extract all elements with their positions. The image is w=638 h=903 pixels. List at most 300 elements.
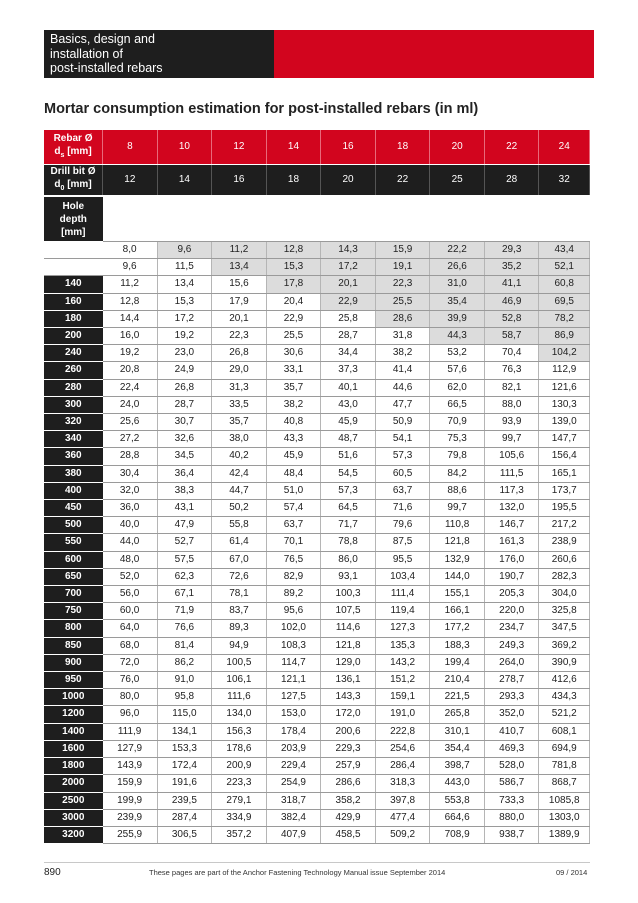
- mortar-volume-cell: 868,7: [539, 775, 590, 792]
- mortar-volume-cell: 89,3: [212, 620, 267, 637]
- table-row: [44, 603, 590, 620]
- mortar-volume-cell: 95,6: [266, 603, 321, 620]
- hole-depth-cell: 400: [44, 482, 103, 499]
- table-row: [44, 654, 590, 671]
- mortar-volume-cell: 111,4: [375, 586, 430, 603]
- mortar-volume-cell: 47,7: [375, 396, 430, 413]
- mortar-volume-cell: 71,7: [321, 517, 376, 534]
- hole-depth-cell: 1800: [44, 758, 103, 775]
- mortar-volume-cell: 69,5: [539, 293, 590, 310]
- mortar-volume-cell: 34,4: [321, 345, 376, 362]
- mortar-volume-cell: 127,3: [375, 620, 430, 637]
- rebar-diameter-row: [44, 130, 590, 165]
- mortar-volume-cell: 369,2: [539, 637, 590, 654]
- mortar-volume-cell: 1389,9: [539, 826, 590, 843]
- mortar-volume-cell: 469,3: [484, 740, 539, 757]
- table-row: [44, 242, 590, 259]
- mortar-volume-cell: 357,2: [212, 826, 267, 843]
- mortar-volume-cell: 38,2: [266, 396, 321, 413]
- mortar-volume-cell: 156,4: [539, 448, 590, 465]
- mortar-volume-cell: 11,2: [103, 276, 158, 293]
- mortar-volume-cell: 88,6: [430, 482, 485, 499]
- mortar-volume-cell: 293,3: [484, 689, 539, 706]
- mortar-volume-cell: 108,3: [266, 637, 321, 654]
- mortar-volume-cell: 41,4: [375, 362, 430, 379]
- header-title-line: installation of: [50, 46, 123, 61]
- mortar-volume-cell: 173,7: [539, 482, 590, 499]
- mortar-volume-cell: 29,3: [484, 242, 539, 259]
- hole-depth-cell: 700: [44, 586, 103, 603]
- table-row: [44, 448, 590, 465]
- mortar-volume-cell: 112,9: [539, 362, 590, 379]
- mortar-volume-cell: 9,6: [103, 259, 158, 276]
- mortar-volume-cell: 44,6: [375, 379, 430, 396]
- mortar-volume-cell: 398,7: [430, 758, 485, 775]
- mortar-volume-cell: 114,6: [321, 620, 376, 637]
- mortar-volume-cell: 25,5: [266, 328, 321, 345]
- drill-label-line: $d_0$ [mm]: [54, 179, 92, 192]
- mortar-volume-cell: 199,4: [430, 654, 485, 671]
- mortar-volume-cell: 34,5: [157, 448, 212, 465]
- mortar-volume-cell: 52,1: [539, 259, 590, 276]
- mortar-volume-cell: 56,0: [103, 586, 158, 603]
- drill-label: [44, 165, 103, 197]
- mortar-volume-cell: 66,5: [430, 396, 485, 413]
- mortar-volume-cell: 35,7: [212, 414, 267, 431]
- mortar-volume-cell: 31,8: [375, 328, 430, 345]
- mortar-volume-cell: 110,8: [430, 517, 485, 534]
- mortar-volume-cell: 86,0: [321, 551, 376, 568]
- mortar-volume-cell: 178,6: [212, 740, 267, 757]
- mortar-volume-cell: 114,7: [266, 654, 321, 671]
- mortar-volume-cell: 23,0: [157, 345, 212, 362]
- mortar-volume-cell: 153,3: [157, 740, 212, 757]
- mortar-volume-cell: 93,9: [484, 414, 539, 431]
- mortar-volume-cell: 172,4: [157, 758, 212, 775]
- mortar-volume-cell: 429,9: [321, 809, 376, 826]
- hole-depth-label-line: Hole: [62, 200, 85, 212]
- mortar-volume-cell: 15,9: [375, 242, 430, 259]
- mortar-volume-cell: 25,6: [103, 414, 158, 431]
- mortar-volume-cell: 318,3: [375, 775, 430, 792]
- mortar-volume-cell: 143,2: [375, 654, 430, 671]
- mortar-volume-cell: 115,0: [157, 706, 212, 723]
- table-row: [44, 775, 590, 792]
- mortar-volume-cell: 76,0: [103, 672, 158, 689]
- mortar-volume-cell: 134,1: [157, 723, 212, 740]
- mortar-volume-cell: 40,8: [266, 414, 321, 431]
- mortar-volume-cell: 117,3: [484, 482, 539, 499]
- mortar-volume-cell: 40,1: [321, 379, 376, 396]
- page-number: 890: [44, 867, 61, 878]
- table-row: [44, 706, 590, 723]
- mortar-volume-cell: 38,3: [157, 482, 212, 499]
- mortar-volume-cell: 99,7: [430, 500, 485, 517]
- drill-size: 32: [539, 165, 590, 197]
- hole-depth-label-line: [mm]: [61, 226, 86, 238]
- mortar-volume-cell: 509,2: [375, 826, 430, 843]
- header-dark-band: [228, 30, 274, 78]
- mortar-volume-cell: 78,2: [539, 310, 590, 327]
- mortar-volume-cell: 132,9: [430, 551, 485, 568]
- table-row: [44, 293, 590, 310]
- hole-depth-cell: 2000: [44, 775, 103, 792]
- mortar-volume-cell: 127,9: [103, 740, 158, 757]
- mortar-volume-cell: 249,3: [484, 637, 539, 654]
- mortar-volume-cell: 22,2: [430, 242, 485, 259]
- table-row: [44, 431, 590, 448]
- mortar-volume-cell: 95,5: [375, 551, 430, 568]
- mortar-volume-cell: 16,0: [103, 328, 158, 345]
- table-row: [44, 740, 590, 757]
- mortar-volume-cell: 35,7: [266, 379, 321, 396]
- drill-size: 16: [212, 165, 267, 197]
- mortar-volume-cell: 177,2: [430, 620, 485, 637]
- mortar-volume-cell: 13,4: [212, 259, 267, 276]
- mortar-volume-cell: 17,2: [157, 310, 212, 327]
- mortar-volume-cell: 78,8: [321, 534, 376, 551]
- mortar-volume-cell: 43,4: [539, 242, 590, 259]
- rebar-size: 22: [484, 130, 539, 165]
- mortar-volume-cell: 19,2: [103, 345, 158, 362]
- table-row: [44, 689, 590, 706]
- table-row: [44, 482, 590, 499]
- mortar-volume-cell: 358,2: [321, 792, 376, 809]
- mortar-volume-cell: 57,4: [266, 500, 321, 517]
- mortar-volume-cell: 79,6: [375, 517, 430, 534]
- table-row: [44, 328, 590, 345]
- table-row: [44, 586, 590, 603]
- mortar-volume-cell: 52,0: [103, 568, 158, 585]
- mortar-volume-cell: 57,5: [157, 551, 212, 568]
- mortar-volume-cell: 412,6: [539, 672, 590, 689]
- hole-depth-cell: 1600: [44, 740, 103, 757]
- mortar-volume-cell: 265,8: [430, 706, 485, 723]
- mortar-volume-cell: 20,1: [321, 276, 376, 293]
- mortar-volume-cell: 62,3: [157, 568, 212, 585]
- table-row: [44, 362, 590, 379]
- hole-depth-cell: [44, 242, 103, 259]
- mortar-volume-cell: 83,7: [212, 603, 267, 620]
- mortar-volume-cell: 70,4: [484, 345, 539, 362]
- mortar-volume-cell: 304,0: [539, 586, 590, 603]
- table-row: [44, 310, 590, 327]
- mortar-volume-cell: 13,4: [157, 276, 212, 293]
- mortar-volume-cell: 52,8: [484, 310, 539, 327]
- mortar-volume-cell: 41,1: [484, 276, 539, 293]
- mortar-volume-cell: 22,3: [375, 276, 430, 293]
- mortar-volume-cell: 19,1: [375, 259, 430, 276]
- mortar-volume-cell: 239,9: [103, 809, 158, 826]
- mortar-volume-cell: 318,7: [266, 792, 321, 809]
- mortar-volume-cell: 51,6: [321, 448, 376, 465]
- mortar-volume-cell: 111,6: [212, 689, 267, 706]
- hole-depth-cell: 180: [44, 310, 103, 327]
- table-row: [44, 758, 590, 775]
- mortar-volume-cell: 44,7: [212, 482, 267, 499]
- hole-depth-cell: 300: [44, 396, 103, 413]
- mortar-volume-cell: 95,8: [157, 689, 212, 706]
- mortar-volume-cell: 26,6: [430, 259, 485, 276]
- mortar-volume-cell: 210,4: [430, 672, 485, 689]
- mortar-volume-cell: 52,7: [157, 534, 212, 551]
- mortar-volume-cell: 190,7: [484, 568, 539, 585]
- hole-depth-cell: 380: [44, 465, 103, 482]
- mortar-volume-cell: 91,0: [157, 672, 212, 689]
- mortar-volume-cell: 22,9: [266, 310, 321, 327]
- hole-depth-cell: 1400: [44, 723, 103, 740]
- hole-depth-cell: 280: [44, 379, 103, 396]
- hole-depth-cell: 650: [44, 568, 103, 585]
- mortar-volume-cell: 664,6: [430, 809, 485, 826]
- table-row: [44, 620, 590, 637]
- mortar-volume-cell: 44,0: [103, 534, 158, 551]
- footer-divider: [44, 862, 590, 863]
- mortar-volume-cell: 257,9: [321, 758, 376, 775]
- mortar-volume-cell: 72,0: [103, 654, 158, 671]
- mortar-volume-cell: 282,3: [539, 568, 590, 585]
- mortar-volume-cell: 217,2: [539, 517, 590, 534]
- mortar-volume-cell: 1085,8: [539, 792, 590, 809]
- hole-depth-header-row: [44, 196, 590, 242]
- mortar-volume-cell: 45,9: [266, 448, 321, 465]
- hole-depth-cell: 850: [44, 637, 103, 654]
- mortar-volume-cell: 100,3: [321, 586, 376, 603]
- mortar-volume-cell: 60,8: [539, 276, 590, 293]
- table-row: [44, 414, 590, 431]
- mortar-volume-cell: 880,0: [484, 809, 539, 826]
- mortar-volume-cell: 200,9: [212, 758, 267, 775]
- mortar-volume-cell: 130,3: [539, 396, 590, 413]
- mortar-volume-cell: 64,5: [321, 500, 376, 517]
- hole-depth-cell: 360: [44, 448, 103, 465]
- mortar-volume-cell: 63,7: [266, 517, 321, 534]
- mortar-volume-cell: 708,9: [430, 826, 485, 843]
- mortar-volume-cell: 22,9: [321, 293, 376, 310]
- mortar-volume-cell: 38,0: [212, 431, 267, 448]
- mortar-volume-cell: 938,7: [484, 826, 539, 843]
- rebar-label-line: $d_s$ [mm]: [54, 146, 92, 159]
- mortar-volume-cell: 203,9: [266, 740, 321, 757]
- mortar-volume-cell: 48,7: [321, 431, 376, 448]
- drill-size: 20: [321, 165, 376, 197]
- table-row: [44, 276, 590, 293]
- table-row: [44, 379, 590, 396]
- table-row: [44, 723, 590, 740]
- table-row: [44, 826, 590, 843]
- rebar-size: 24: [539, 130, 590, 165]
- hole-depth-cell: 3200: [44, 826, 103, 843]
- mortar-volume-cell: 781,8: [539, 758, 590, 775]
- rebar-label-line: Rebar Ø: [53, 133, 93, 144]
- mortar-volume-cell: 191,0: [375, 706, 430, 723]
- mortar-volume-cell: 325,8: [539, 603, 590, 620]
- mortar-volume-cell: 28,7: [157, 396, 212, 413]
- table-row: [44, 517, 590, 534]
- mortar-volume-cell: 205,3: [484, 586, 539, 603]
- mortar-volume-cell: 36,0: [103, 500, 158, 517]
- mortar-volume-cell: 234,7: [484, 620, 539, 637]
- mortar-volume-cell: 733,3: [484, 792, 539, 809]
- page-title: Mortar consumption estimation for post-installed rebars (in ml): [44, 101, 479, 117]
- mortar-volume-cell: 76,5: [266, 551, 321, 568]
- mortar-volume-cell: 12,8: [103, 293, 158, 310]
- mortar-volume-cell: 58,7: [484, 328, 539, 345]
- mortar-volume-cell: 20,4: [266, 293, 321, 310]
- mortar-volume-cell: 287,4: [157, 809, 212, 826]
- mortar-volume-cell: 9,6: [157, 242, 212, 259]
- mortar-volume-cell: 43,3: [266, 431, 321, 448]
- mortar-volume-cell: 22,3: [212, 328, 267, 345]
- mortar-volume-cell: 67,1: [157, 586, 212, 603]
- mortar-volume-cell: 64,0: [103, 620, 158, 637]
- table-row: [44, 465, 590, 482]
- mortar-volume-cell: 286,4: [375, 758, 430, 775]
- table-row: [44, 672, 590, 689]
- table-row: [44, 396, 590, 413]
- mortar-volume-cell: 14,4: [103, 310, 158, 327]
- mortar-volume-cell: 306,5: [157, 826, 212, 843]
- rebar-size: 10: [157, 130, 212, 165]
- mortar-volume-cell: 279,1: [212, 792, 267, 809]
- mortar-volume-cell: 51,0: [266, 482, 321, 499]
- mortar-volume-cell: 43,0: [321, 396, 376, 413]
- mortar-volume-cell: 31,0: [430, 276, 485, 293]
- page-header: [44, 30, 594, 78]
- table-row: [44, 534, 590, 551]
- mortar-volume-cell: 254,9: [266, 775, 321, 792]
- mortar-volume-cell: 102,0: [266, 620, 321, 637]
- mortar-volume-cell: 24,9: [157, 362, 212, 379]
- mortar-volume-cell: 81,4: [157, 637, 212, 654]
- drill-size: 28: [484, 165, 539, 197]
- mortar-volume-cell: 310,1: [430, 723, 485, 740]
- mortar-volume-cell: 121,8: [430, 534, 485, 551]
- mortar-volume-cell: 68,0: [103, 637, 158, 654]
- mortar-volume-cell: 28,7: [321, 328, 376, 345]
- mortar-volume-cell: 89,2: [266, 586, 321, 603]
- mortar-volume-cell: 28,8: [103, 448, 158, 465]
- hole-depth-cell: 950: [44, 672, 103, 689]
- mortar-volume-cell: 199,9: [103, 792, 158, 809]
- mortar-volume-cell: 286,6: [321, 775, 376, 792]
- mortar-volume-cell: 60,5: [375, 465, 430, 482]
- mortar-volume-cell: 39,9: [430, 310, 485, 327]
- rebar-label: [44, 130, 103, 165]
- mortar-volume-cell: 136,1: [321, 672, 376, 689]
- mortar-volume-cell: 121,6: [539, 379, 590, 396]
- mortar-volume-cell: 410,7: [484, 723, 539, 740]
- mortar-volume-cell: 255,9: [103, 826, 158, 843]
- mortar-volume-cell: 29,0: [212, 362, 267, 379]
- mortar-volume-cell: 43,1: [157, 500, 212, 517]
- mortar-volume-cell: 8,0: [103, 242, 158, 259]
- mortar-volume-cell: 11,5: [157, 259, 212, 276]
- header-title-box: [44, 30, 228, 78]
- mortar-volume-cell: 239,5: [157, 792, 212, 809]
- mortar-volume-cell: 20,1: [212, 310, 267, 327]
- hole-depth-cell: 3000: [44, 809, 103, 826]
- table-row: [44, 568, 590, 585]
- drill-size: 18: [266, 165, 321, 197]
- mortar-volume-cell: 76,6: [157, 620, 212, 637]
- table-row: [44, 259, 590, 276]
- hole-depth-cell: 600: [44, 551, 103, 568]
- mortar-volume-cell: 36,4: [157, 465, 212, 482]
- mortar-volume-cell: 151,2: [375, 672, 430, 689]
- rebar-size: 18: [375, 130, 430, 165]
- hole-depth-cell: 550: [44, 534, 103, 551]
- hole-depth-cell: 260: [44, 362, 103, 379]
- mortar-volume-cell: 22,4: [103, 379, 158, 396]
- drill-size: 14: [157, 165, 212, 197]
- mortar-volume-cell: 46,9: [484, 293, 539, 310]
- mortar-volume-cell: 521,2: [539, 706, 590, 723]
- mortar-volume-cell: 694,9: [539, 740, 590, 757]
- mortar-volume-cell: 159,9: [103, 775, 158, 792]
- mortar-volume-cell: 229,4: [266, 758, 321, 775]
- mortar-volume-cell: 129,0: [321, 654, 376, 671]
- mortar-volume-cell: 57,3: [321, 482, 376, 499]
- hole-depth-cell: 200: [44, 328, 103, 345]
- mortar-volume-cell: 586,7: [484, 775, 539, 792]
- mortar-volume-cell: 104,2: [539, 345, 590, 362]
- drill-label-line: Drill bit Ø: [50, 166, 96, 177]
- mortar-volume-cell: 48,0: [103, 551, 158, 568]
- mortar-volume-cell: 220,0: [484, 603, 539, 620]
- mortar-volume-cell: 111,5: [484, 465, 539, 482]
- mortar-volume-cell: 608,1: [539, 723, 590, 740]
- mortar-volume-cell: 347,5: [539, 620, 590, 637]
- drill-size: 12: [103, 165, 158, 197]
- mortar-volume-cell: 78,1: [212, 586, 267, 603]
- header-title-line: post-installed rebars: [50, 61, 163, 75]
- mortar-volume-cell: 30,7: [157, 414, 212, 431]
- mortar-volume-cell: 434,3: [539, 689, 590, 706]
- mortar-volume-cell: 40,2: [212, 448, 267, 465]
- mortar-volume-cell: 200,6: [321, 723, 376, 740]
- mortar-volume-cell: 32,6: [157, 431, 212, 448]
- mortar-volume-cell: 134,0: [212, 706, 267, 723]
- mortar-volume-cell: 60,0: [103, 603, 158, 620]
- mortar-volume-cell: 119,4: [375, 603, 430, 620]
- hole-depth-cell: 140: [44, 276, 103, 293]
- mortar-volume-cell: 334,9: [212, 809, 267, 826]
- mortar-volume-cell: 161,3: [484, 534, 539, 551]
- footer-date: 09 / 2014: [556, 868, 588, 877]
- mortar-volume-cell: 17,8: [266, 276, 321, 293]
- hole-depth-cell: 500: [44, 517, 103, 534]
- mortar-volume-cell: 1303,0: [539, 809, 590, 826]
- hole-depth-cell: 750: [44, 603, 103, 620]
- mortar-volume-cell: 223,3: [212, 775, 267, 792]
- mortar-volume-cell: 238,9: [539, 534, 590, 551]
- hole-depth-cell: 900: [44, 654, 103, 671]
- mortar-volume-cell: 458,5: [321, 826, 376, 843]
- rebar-size: 12: [212, 130, 267, 165]
- mortar-volume-cell: 57,6: [430, 362, 485, 379]
- mortar-volume-cell: 188,3: [430, 637, 485, 654]
- mortar-volume-cell: 70,9: [430, 414, 485, 431]
- mortar-volume-cell: 71,6: [375, 500, 430, 517]
- mortar-volume-cell: 35,4: [430, 293, 485, 310]
- mortar-volume-cell: 139,0: [539, 414, 590, 431]
- mortar-volume-cell: 71,9: [157, 603, 212, 620]
- table-row: [44, 345, 590, 362]
- mortar-volume-cell: 105,6: [484, 448, 539, 465]
- mortar-volume-cell: 156,3: [212, 723, 267, 740]
- mortar-volume-cell: 38,2: [375, 345, 430, 362]
